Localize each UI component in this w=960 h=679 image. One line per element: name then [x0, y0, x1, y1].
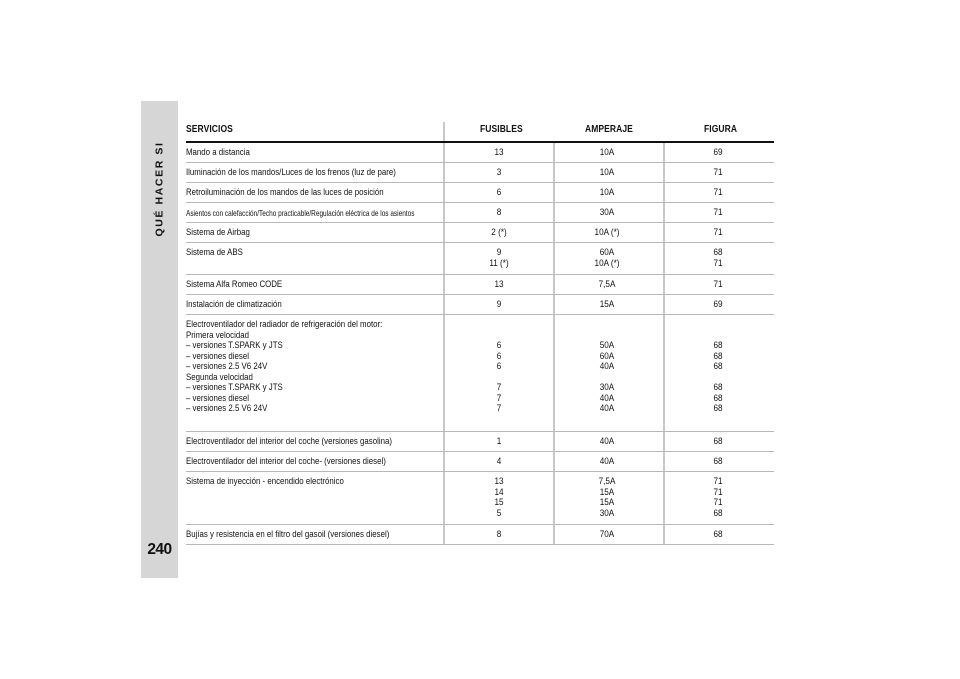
- row-service: Electroventilador del radiador de refrigeración del motor: Primera velocidad – versiones T.SPARK y JTS – versiones diesel – versiones 2.5 V6 24V Segunda velocidad – versiones T.SPARK y JTS – versiones diesel – versiones 2.5 V6 24V: [186, 319, 383, 414]
- row-service: Sistema de inyección - encendido electrónico: [186, 476, 344, 487]
- row-figure: 71: [713, 167, 723, 178]
- table-row: [186, 143, 774, 163]
- row-fuses: 9 11 (*): [489, 247, 509, 269]
- row-amperage: 70A: [599, 529, 615, 540]
- row-fuses: 13 14 15 5: [494, 476, 504, 519]
- row-fuses: 9: [496, 299, 502, 310]
- header-services: SERVICIOS: [186, 124, 233, 135]
- header-figure: FIGURA: [704, 124, 738, 135]
- row-figure: 68: [713, 529, 723, 540]
- row-amperage: 10A: [599, 147, 615, 158]
- table-row: [186, 315, 774, 432]
- row-figure: 71 71 71 68: [713, 476, 723, 519]
- row-amperage: 30A: [599, 207, 615, 218]
- section-title: [141, 124, 178, 254]
- row-fuses: 2 (*): [491, 227, 507, 238]
- table-row: [186, 203, 774, 223]
- row-service: Asientos con calefacción/Techo practicable/Regulación eléctrica de los asientos: [186, 208, 415, 218]
- row-service: Bujías y resistencia en el filtro del gasoil (versiones diesel): [186, 529, 390, 540]
- row-amperage: 60A 10A (*): [594, 247, 620, 269]
- row-figure: 68 68 68 68 68 68: [713, 340, 723, 414]
- table-row: [186, 472, 774, 525]
- row-fuses: 3: [496, 167, 502, 178]
- side-tab: [141, 101, 178, 578]
- table-row: [186, 452, 774, 472]
- table-row: [186, 163, 774, 183]
- row-amperage: 15A: [599, 299, 615, 310]
- row-figure: 68: [713, 456, 723, 467]
- row-fuses: 8: [496, 207, 502, 218]
- header-amperage: AMPERAJE: [585, 124, 633, 135]
- row-amperage: 50A 60A 40A 30A 40A 40A: [599, 340, 615, 414]
- fuse-table: [186, 122, 774, 545]
- row-amperage: 10A: [599, 167, 615, 178]
- row-amperage: 7,5A 15A 15A 30A: [598, 476, 616, 519]
- row-figure: 71: [713, 279, 723, 290]
- row-fuses: 13: [494, 279, 504, 290]
- row-service: Retroiluminación de los mandos de las luces de posición: [186, 187, 384, 198]
- row-service: Sistema de ABS: [186, 247, 243, 258]
- table-row: [186, 295, 774, 315]
- table-row: [186, 525, 774, 545]
- row-fuses: 8: [496, 529, 502, 540]
- row-fuses: 4: [496, 456, 502, 467]
- row-amperage: 10A (*): [594, 227, 620, 238]
- row-service: Instalación de climatización: [186, 299, 282, 310]
- table-row: [186, 243, 774, 275]
- row-figure: 71: [713, 227, 723, 238]
- row-service: Mando a distancia: [186, 147, 250, 158]
- row-figure: 68 71: [713, 247, 723, 269]
- row-service: Electroventilador del interior del coche- (versiones diesel): [186, 456, 386, 467]
- row-service: Sistema de Airbag: [186, 227, 250, 238]
- row-figure: 69: [713, 299, 723, 310]
- row-figure: 68: [713, 436, 723, 447]
- row-amperage: 7,5A: [598, 279, 616, 290]
- row-amperage: 10A: [599, 187, 615, 198]
- row-figure: 71: [713, 207, 723, 218]
- row-amperage: 40A: [599, 456, 615, 467]
- row-fuses: 6: [496, 187, 502, 198]
- page-number: 240: [147, 541, 172, 558]
- row-figure: 69: [713, 147, 723, 158]
- section-title-text: QUÉ HACER SI: [153, 141, 166, 237]
- row-service: Sistema Alfa Romeo CODE: [186, 279, 283, 290]
- table-row: [186, 223, 774, 243]
- row-amperage: 40A: [599, 436, 615, 447]
- row-fuses: 6 6 6 7 7 7: [496, 340, 502, 414]
- row-service: Electroventilador del interior del coche (versiones gasolina): [186, 436, 392, 447]
- row-figure: 71: [713, 187, 723, 198]
- row-fuses: 13: [494, 147, 504, 158]
- row-fuses: 1: [496, 436, 502, 447]
- row-service: Iluminación de los mandos/Luces de los frenos (luz de pare): [186, 167, 396, 178]
- table-header: [186, 122, 774, 143]
- table-row: [186, 183, 774, 203]
- header-fuses: FUSIBLES: [480, 124, 523, 135]
- table-row: [186, 275, 774, 295]
- table-row: [186, 432, 774, 452]
